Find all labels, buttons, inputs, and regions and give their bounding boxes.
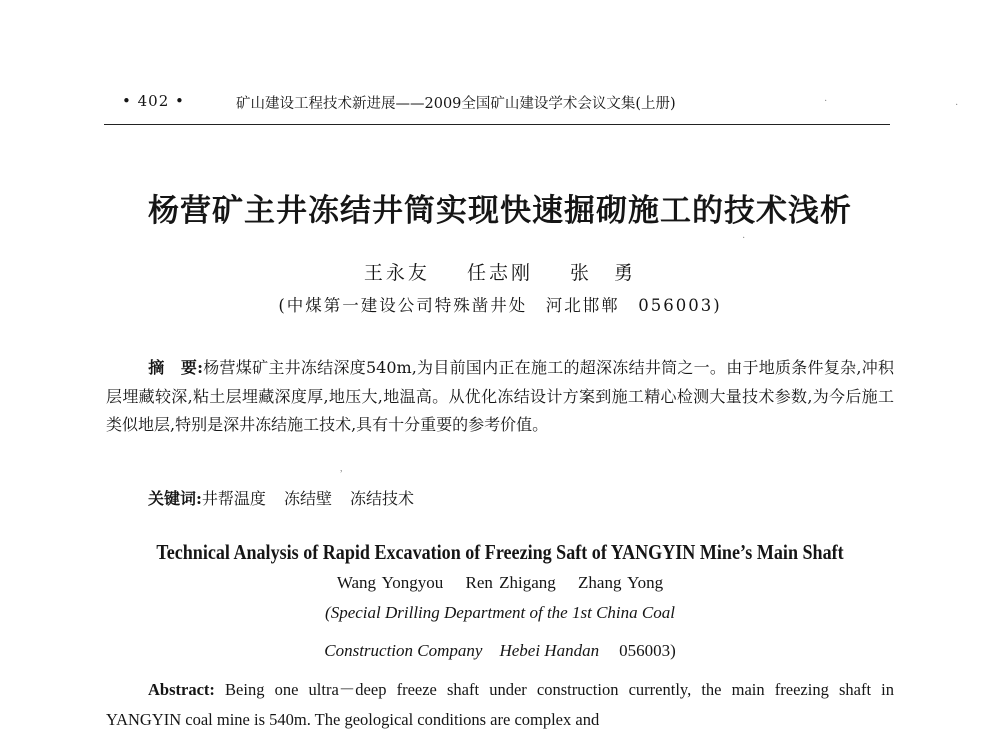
- english-affiliation-line1: (Special Drilling Department of the 1st China Coal: [325, 603, 675, 622]
- scan-speck: ,: [340, 463, 343, 474]
- paper-title: 杨营矿主井冻结井筒实现快速掘砌施工的技术浅析: [148, 193, 852, 229]
- author-name: 王永友: [363, 262, 430, 284]
- header-rule: [104, 124, 890, 125]
- author-name: 张 勇: [570, 262, 637, 284]
- english-title: Technical Analysis of Rapid Excavation of Freezing Saft of YANGYIN Mine’s Main Shaft: [156, 540, 844, 564]
- english-author-name: Wang Yongyou: [336, 573, 444, 592]
- english-author-name: Ren Zhigang: [465, 573, 556, 592]
- running-title: 矿山建设工程技术新进展——2009全国矿山建设学术会议文集(上册): [236, 96, 676, 112]
- english-affiliation-line2: [0, 636, 1000, 661]
- keywords: [148, 486, 432, 509]
- scan-speck: ·: [824, 96, 828, 107]
- english-author-list: [0, 573, 1000, 593]
- abstract-text: 杨营煤矿主井冻结深度540m,为目前国内正在施工的超深冻结井筒之一。由于地质条件复杂,冲积层埋藏较深,粘土层埋藏深度厚,地压大,地温高。从优化冻结设计方案到施工精心检测大量技术参数,为今后施工类似地层,特别是深井冻结施工技术,具有十分重要的参考价值。: [106, 358, 894, 434]
- affiliation: (中煤第一建设公司特殊凿井处 河北邯郸 056003): [278, 296, 722, 315]
- abstract-chinese: [106, 354, 894, 440]
- scan-speck: ·: [955, 100, 959, 111]
- keyword: 井帮温度: [201, 489, 266, 508]
- author-name: 任志刚: [466, 262, 533, 284]
- english-affiliation-code: 056003): [619, 641, 676, 660]
- abstract-label: 摘 要:: [148, 358, 203, 377]
- page-number: • 402 •: [122, 92, 185, 110]
- scan-speck: ·: [742, 233, 746, 244]
- keyword: 冻结技术: [349, 489, 414, 508]
- keyword: 冻结壁: [283, 489, 332, 508]
- english-affiliation-company: Construction Company Hebei Handan: [324, 641, 600, 660]
- abstract-english: [106, 675, 894, 735]
- keywords-label: 关键词:: [148, 489, 202, 508]
- english-abstract-text: Being one ultra－deep freeze shaft under construction currently, the main freezing shaft in YANGYIN coal mine is 540m. The geological conditions are complex and: [106, 680, 894, 729]
- english-author-name: Zhang Yong: [578, 573, 664, 592]
- author-list: [0, 258, 1000, 285]
- running-header: [122, 92, 762, 116]
- english-abstract-label: Abstract:: [148, 680, 215, 699]
